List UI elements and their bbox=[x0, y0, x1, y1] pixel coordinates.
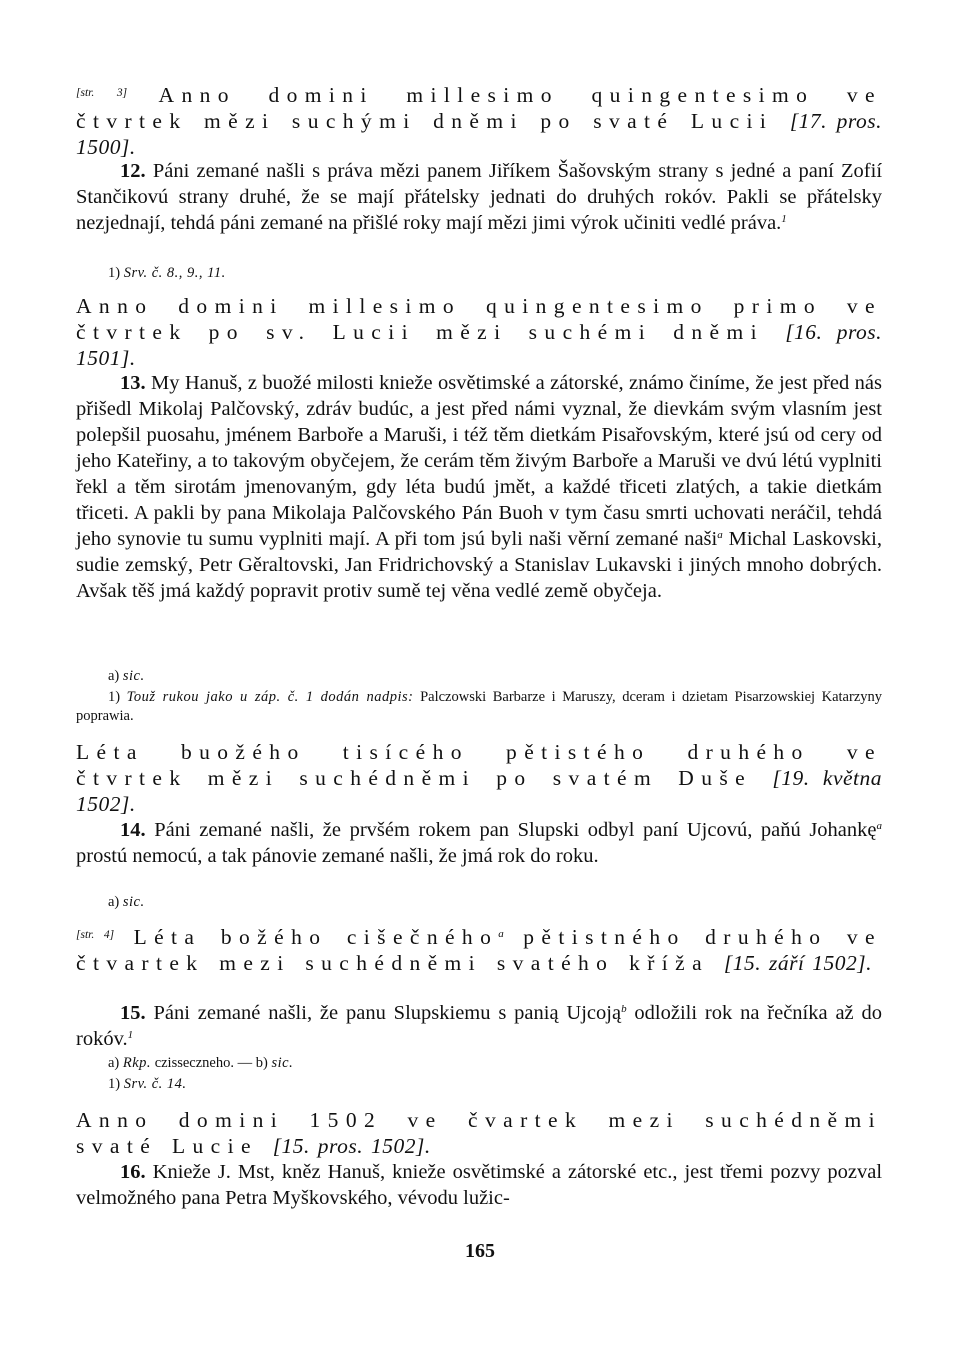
date-heading-1501: Anno domini millesimo quingentesimo primo ve čtvrtek po sv. Lucii mězi suchémi dněmi [16. pros. 1501]. bbox=[76, 294, 883, 370]
paragraph-16: 16. Knieže J. Mst, kněz Hanuš, knieže osvětimské a zátorské etc., jest třemi pozvy pozval velmožného pana Petra Myškovského, vévodu lužic- bbox=[76, 1161, 883, 1209]
paragraph-15: 15. Páni zemané našli, že panu Slupskiemu s panią Ujcoją$^b$ odložili rok na řečníka až do rokóv.$^1$ bbox=[76, 1002, 883, 1050]
footnote-13b: 1) Touž rukou jako u záp. č. 1 dodán nadpis: Palczowski Barbarze i Maruszy, dceram i dzietam Pisarzowskiej Katarzyny poprawia. bbox=[76, 689, 883, 724]
date-heading-1502-may: Léta buožého tisícého pětistého druhého ve čtvrtek mězi suchédněmi po svatém Duše [19. května 1502]. bbox=[76, 740, 882, 816]
page-number: 165 bbox=[465, 1240, 495, 1262]
paragraph-14: 14. Páni zemané našli, že prvšém rokem pan Slupski odbyl paní Ujcovú, paňú Johankę$^a$ prostú nemocú, a tak pánovie zemané našli, že jmá rok do roku. bbox=[76, 819, 883, 867]
page-marker: [str. 4] bbox=[76, 929, 115, 941]
footnote-15a: a) Rkp. czisseczneho. — b) sic. bbox=[108, 1055, 294, 1071]
date-heading-1502-sept: [str. 4] Léta božého cišečného$^a$ pětistného druhého ve čtvartek mezi suchédněmi svatého kříža [15. září 1502]. bbox=[76, 925, 882, 975]
footnote-13a: a) sic. bbox=[108, 668, 145, 684]
footnote-12: 1) Srv. č. 8., 9., 11. bbox=[108, 265, 226, 281]
date-heading-1502-dec: Anno domini 1502 ve čvartek mezi suchédněmi svaté Lucie [15. pros. 1502]. bbox=[76, 1108, 882, 1158]
footnote-14: a) sic. bbox=[108, 894, 145, 910]
date-heading-1500: [str. 3] Anno domini millesimo quingentesimo ve čtvrtek mězi suchými dněmi po svaté Lucii [17. pros. 1500]. bbox=[76, 83, 882, 159]
page-marker: [str. 3] bbox=[76, 87, 128, 99]
paragraph-13: 13. My Hanuš, z buožé milosti knieže osvětimské a zátorské, známo činíme, že jest před nás přišedl Mikolaj Palčovský, zdráv budúc, a jest před námi vyznal, že dievkám svým vlasním jest polepšil puosahu, jménem Barboře a Maruši, i též těm dietkám Pisařovským, které jsú od cery od jeho Kateřiny, a to takovým obyčejem, že cerám těm živým Barboře a Maruši ve dvú létú vyplniti řekl a těm sirotám jmenovaným, gdy léta budú jmět, a každé třiceti zlatých, a takie dietkám třiceti. A pakli by pana Mikolaja Palčovského Pán Buoh v tym času smrti uchovati neráčil, tehdá jeho synovie tu sumu vyplniti mají. A při tom jsú byli naši věrní zemané naši$^a$ Michal Laskovski, sudie zemský, Petr Gěraltovski, Jan Fridrichovský a Stanislav Lukavski i jiných mnoho dobrých. Avšak těš jmá každý popravit protiv sumě tej věna vedlé země obyčeja. bbox=[76, 372, 883, 602]
footnote-15b: 1) Srv. č. 14. bbox=[108, 1076, 187, 1092]
paragraph-12: 12. Páni zemané našli s práva mězi panem Jiříkem Šašovským strany s jedné a paní Zofií Stančikovú strany druhé, že se mají přátelsky jednati do druhých rokóv. Pakli se přátelsky nezjednají, tehdá páni zemané na přišlé roky mají mězi jimi výrok učiniti vedlé práva.$^1$ bbox=[76, 160, 883, 234]
